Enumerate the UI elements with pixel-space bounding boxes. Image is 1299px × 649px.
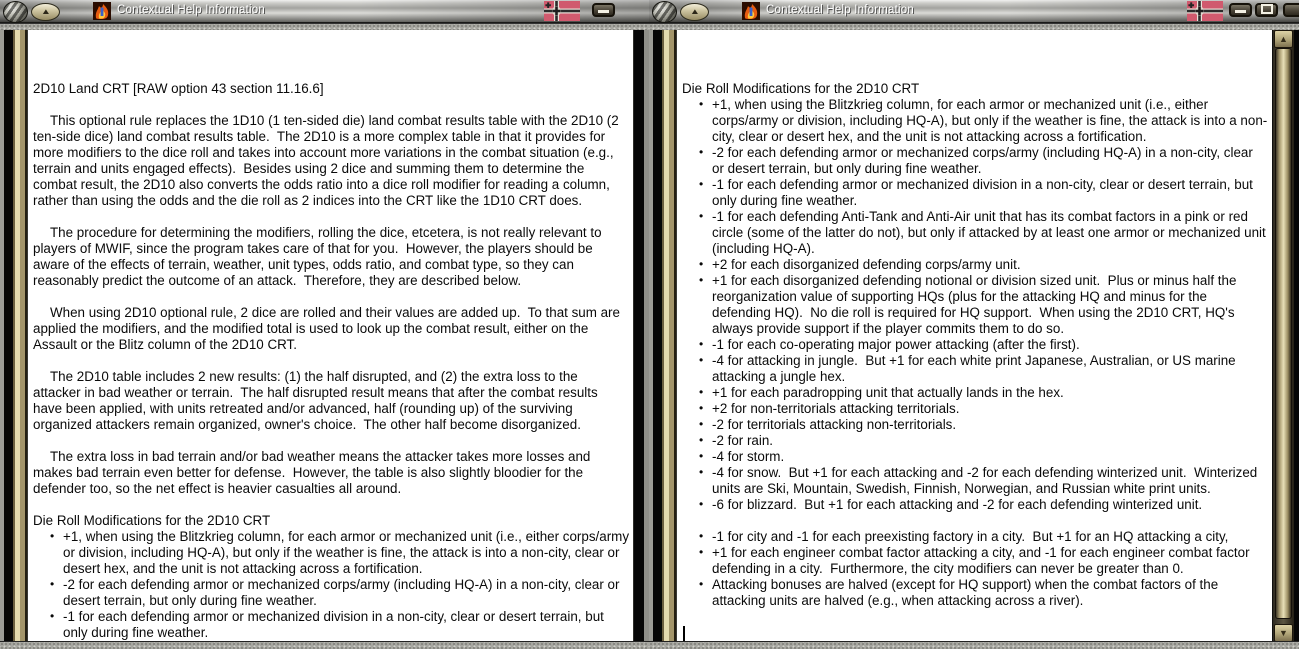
text-block: Die Roll Modifications for the 2D10 CRT (682, 81, 920, 96)
frame-left-edge (0, 30, 30, 642)
system-knob-button[interactable] (3, 1, 28, 23)
text-block: This optional rule replaces the 1D10 (1 ten-sided die) land combat results table with the 2D10 (2 ten-side dice) land combat results table. The 2D10 is a more complex table in that it provides for more modifiers to the dice roll and takes into account more variations in the combat situation (e.g., terrain and units engaged effects). Besides using 2 dice and summing them to determine the combat result, the 2D10 also converts the odds ratio into a dice roll modifier for reading a column, rather than using the odds and the die roll as 2 indices into the CRT like the 1D10 CRT does. (33, 113, 623, 208)
text-block: • -1 for each defending armor or mechanized division in a non-city, clear or desert terrain, but only during fine weather. (682, 177, 1268, 209)
war-ensign-flag-icon (544, 1, 580, 21)
text-block: • -4 for snow. But +1 for each attacking and -2 for each defending winterized unit. Winterized units are Ski, Mountain, Swedish, Finnish, Norwegian, and Russian white print units. (682, 465, 1268, 497)
help-text-area (679, 30, 1272, 642)
frame-right-edge (1294, 30, 1299, 642)
text-block: • +1, when using the Blitzkrieg column, for each armor or mechanized unit (i.e., either corps/army or division, including HQ-A), but only if the weather is fine, the attack is into a non-city, clear or desert hex, and the unit is not attacking across a fortification. (682, 97, 1268, 145)
frame-bottom-strip (0, 641, 649, 649)
rollup-button[interactable] (680, 3, 709, 21)
system-knob-button[interactable] (652, 1, 677, 23)
rollup-button[interactable] (31, 3, 60, 21)
text-block: • -2 for rain. (682, 433, 1268, 449)
text-block (33, 209, 629, 225)
text-block: • +1 for each paradropping unit that actually lands in the hex. (682, 385, 1268, 401)
help-window-right (649, 0, 1299, 649)
text-block: • +1 for each engineer combat factor attacking a city, and -1 for each engineer combat factor defending in a city. Furthermore, the city modifiers can never be greater than 0. (682, 545, 1268, 577)
text-block: • -4 for storm. (682, 449, 1268, 465)
text-block (33, 433, 629, 449)
text-block: • -1 for each defending Anti-Tank and Anti-Air unit that has its combat factors in a pink or red circle (some of the latter do not), but only if attacked by at least one armor or mechanized unit (including HQ-A). (682, 209, 1268, 257)
minimize-button[interactable] (1229, 3, 1252, 17)
frame-right-edge (633, 30, 649, 642)
text-block: The procedure for determining the modifiers, rolling the dice, etcetera, is not really relevant to players of MWIF, since the program takes care of that for you. However, the players should be aware of the effects of terrain, weather, unit types, odds ratio, and combat type, so they can reasonably predict the outcome of an attack. Therefore, they are described below. (33, 225, 606, 288)
text-block: • -2 for each defending armor or mechanized corps/army (including HQ-A) in a non-city, clear or desert terrain, but only during fine weather. (682, 145, 1268, 177)
text-block: • -6 for blizzard. But +1 for each attacking and -2 for each defending winterized unit. (682, 497, 1268, 513)
text-block: • +2 for each disorganized defending corps/army unit. (682, 257, 1268, 273)
mwif-flame-icon (93, 2, 111, 20)
text-block: • +1 for each disorganized defending notional or division sized unit. Plus or minus half the reorganization value of supporting HQs (plus for the attacking HQ and minus for the defending HQ). No die roll is required for HQ support. When using the 2D10 CRT, HQ's always provide support if the player commits them to do so. (682, 273, 1268, 337)
scroll-up-button[interactable] (1274, 30, 1293, 48)
scrollbar-thumb[interactable] (1275, 48, 1292, 619)
rollup-triangle-icon: ▲ (689, 7, 700, 16)
frame-bottom-strip (649, 641, 1299, 649)
scroll-up-arrow-icon: ▲ (1279, 33, 1288, 44)
close-button[interactable] (1283, 3, 1299, 17)
text-block: • Attacking bonuses are halved (except for HQ support) when the combat factors of the attacking units are halved (e.g., when attacking across a river). (682, 577, 1268, 609)
war-ensign-flag-icon (1187, 1, 1223, 21)
minimize-button[interactable] (592, 3, 615, 17)
text-block: 2D10 Land CRT [RAW option 43 section 11.16.6] (33, 81, 324, 96)
help-window-left (0, 0, 649, 649)
frame-left-edge (649, 30, 679, 642)
titlebar[interactable] (649, 0, 1299, 23)
text-block: • -2 for each defending armor or mechanized corps/army (including HQ-A) in a non-city, clear or desert terrain, but only during fine weather. (33, 577, 629, 609)
text-block: Die Roll Modifications for the 2D10 CRT (33, 513, 271, 528)
vertical-scrollbar[interactable] (1272, 30, 1294, 642)
text-block: • -1 for city and -1 for each preexisting factory in a city. But +1 for an HQ attacking a city, (682, 529, 1268, 545)
text-block: The 2D10 table includes 2 new results: (1) the half disrupted, and (2) the extra loss to the attacker in bad weather or terrain. The half disrupted result means that after the combat results have been applied, with units retreated and/or advanced, half (rounding up) of the surviving organized attackers remain organized, owner's choice. The other half become disorganized. (33, 369, 602, 432)
text-block: When using 2D10 optional rule, 2 dice are rolled and their values are added up. To that sum are applied the modifiers, and the modified total is used to look up the combat result, either on the Assault or the Blitz column of the 2D10 CRT. (33, 305, 624, 352)
text-block (33, 353, 629, 369)
text-block (33, 497, 629, 513)
help-text-area (30, 30, 633, 642)
window-title: Contextual Help Information (766, 4, 914, 16)
scroll-down-arrow-icon: ▼ (1279, 627, 1288, 638)
mwif-flame-icon (742, 2, 760, 20)
minimize-bar-icon (1235, 10, 1246, 13)
scroll-down-button[interactable] (1274, 624, 1293, 642)
text-block: • -1 for each co-operating major power attacking (after the first). (682, 337, 1268, 353)
text-block: • -1 for each defending armor or mechanized division in a non-city, clear or desert terrain, but only during fine weather. (33, 609, 629, 641)
titlebar[interactable] (0, 0, 649, 23)
window-title: Contextual Help Information (117, 4, 265, 16)
text-block (33, 97, 629, 113)
restore-button[interactable] (1255, 3, 1278, 17)
text-block: The extra loss in bad terrain and/or bad weather means the attacker takes more losses and makes bad terrain even better for defense. However, the table is also slightly bloodier for the defender too, so the net effect is heavier casualties all around. (33, 449, 595, 496)
restore-square-icon (1261, 4, 1273, 14)
minimize-bar-icon (598, 10, 609, 13)
text-block: • -4 for attacking in jungle. But +1 for each white print Japanese, Australian, or US marine attacking a jungle hex. (682, 353, 1268, 385)
text-block: • -2 for territorials attacking non-territorials. (682, 417, 1268, 433)
text-block (33, 289, 629, 305)
text-block: • +2 for non-territorials attacking territorials. (682, 401, 1268, 417)
text-block: • +1, when using the Blitzkrieg column, for each armor or mechanized unit (i.e., either corps/army or division, including HQ-A), but only if the weather is fine, the attack is into a non-city, clear or desert hex, and the unit is not attacking across a fortification. (33, 529, 629, 577)
text-block (682, 513, 1268, 529)
rollup-triangle-icon: ▲ (40, 7, 51, 16)
